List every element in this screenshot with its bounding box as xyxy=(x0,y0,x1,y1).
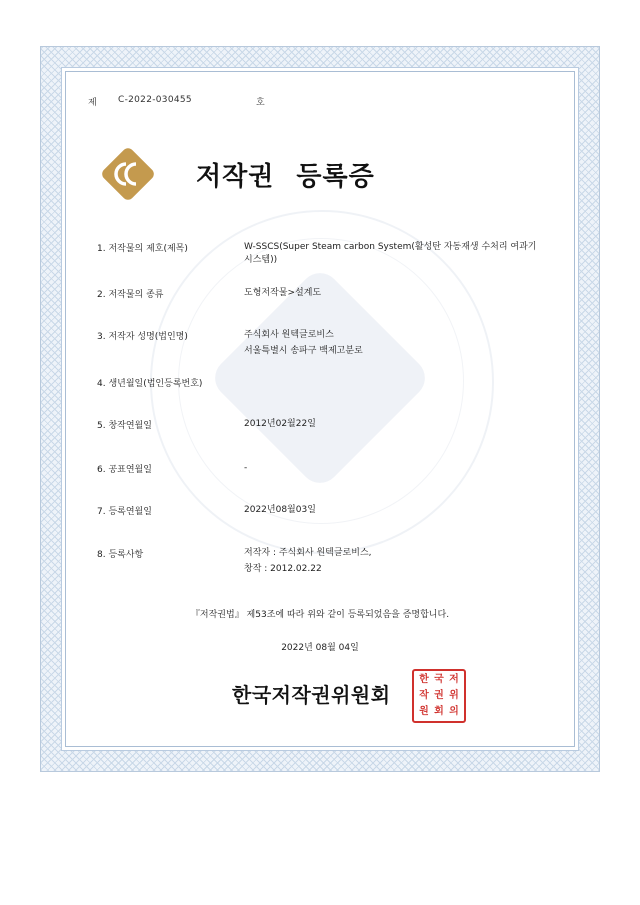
field-value: 주식회사 원텍글로비스 xyxy=(244,330,334,340)
field-value-creation: 창작 : 2012.02.22 xyxy=(244,564,322,574)
seal-char: 국 xyxy=(434,674,444,685)
field-label: 5. 창작연월일 xyxy=(97,421,152,431)
seal-char: 의 xyxy=(449,706,459,717)
field-label: 4. 생년월일(법인등록번호) xyxy=(97,379,203,389)
seal-char: 회 xyxy=(434,706,444,717)
field-value: W-SSCS(Super Steam carbon System(활성탄 자동재생 수처리 여과기시스템)) xyxy=(244,242,537,265)
document-number-label: 제 xyxy=(88,98,97,108)
official-seal xyxy=(412,669,466,723)
field-value: 도형저작물>설계도 xyxy=(244,288,322,298)
page-title xyxy=(196,156,375,193)
title-part-2: 등록증 xyxy=(296,162,375,192)
field-value: 2022년08월03일 xyxy=(244,505,316,515)
field-label: 1. 저작물의 제호(제목) xyxy=(97,244,188,254)
title-part-1: 저작권 xyxy=(196,162,275,192)
field-value: 저작자 : 주식회사 원텍글로비스, xyxy=(244,548,372,558)
issuer-name: 한국저작권위원회 xyxy=(232,683,391,707)
seal-char: 저 xyxy=(449,674,459,685)
seal-char: 권 xyxy=(434,690,444,701)
field-label: 8. 등록사항 xyxy=(97,550,144,560)
field-label: 3. 저작자 성명(법인명) xyxy=(97,332,188,342)
seal-char: 작 xyxy=(419,690,429,701)
field-label: 6. 공표연월일 xyxy=(97,465,152,475)
field-value-address: 서울특별시 송파구 백제고분로 xyxy=(244,346,363,356)
seal-char: 원 xyxy=(419,706,429,717)
seal-char: 위 xyxy=(449,690,459,701)
field-value: 2012년02월22일 xyxy=(244,419,316,429)
document-number-value: C-2022-030455 xyxy=(118,95,192,105)
field-value: - xyxy=(244,463,248,473)
issue-date: 2022년 08월 04일 xyxy=(281,643,359,653)
seal-char: 한 xyxy=(419,674,429,685)
document-number-suffix: 호 xyxy=(256,98,265,108)
certification-statement: 『저작권법』 제53조에 따라 위와 같이 등록되었음을 증명합니다. xyxy=(190,610,450,620)
field-label: 7. 등록연월일 xyxy=(97,507,152,517)
field-label: 2. 저작물의 종류 xyxy=(97,290,164,300)
copyright-logo-icon xyxy=(96,142,160,206)
